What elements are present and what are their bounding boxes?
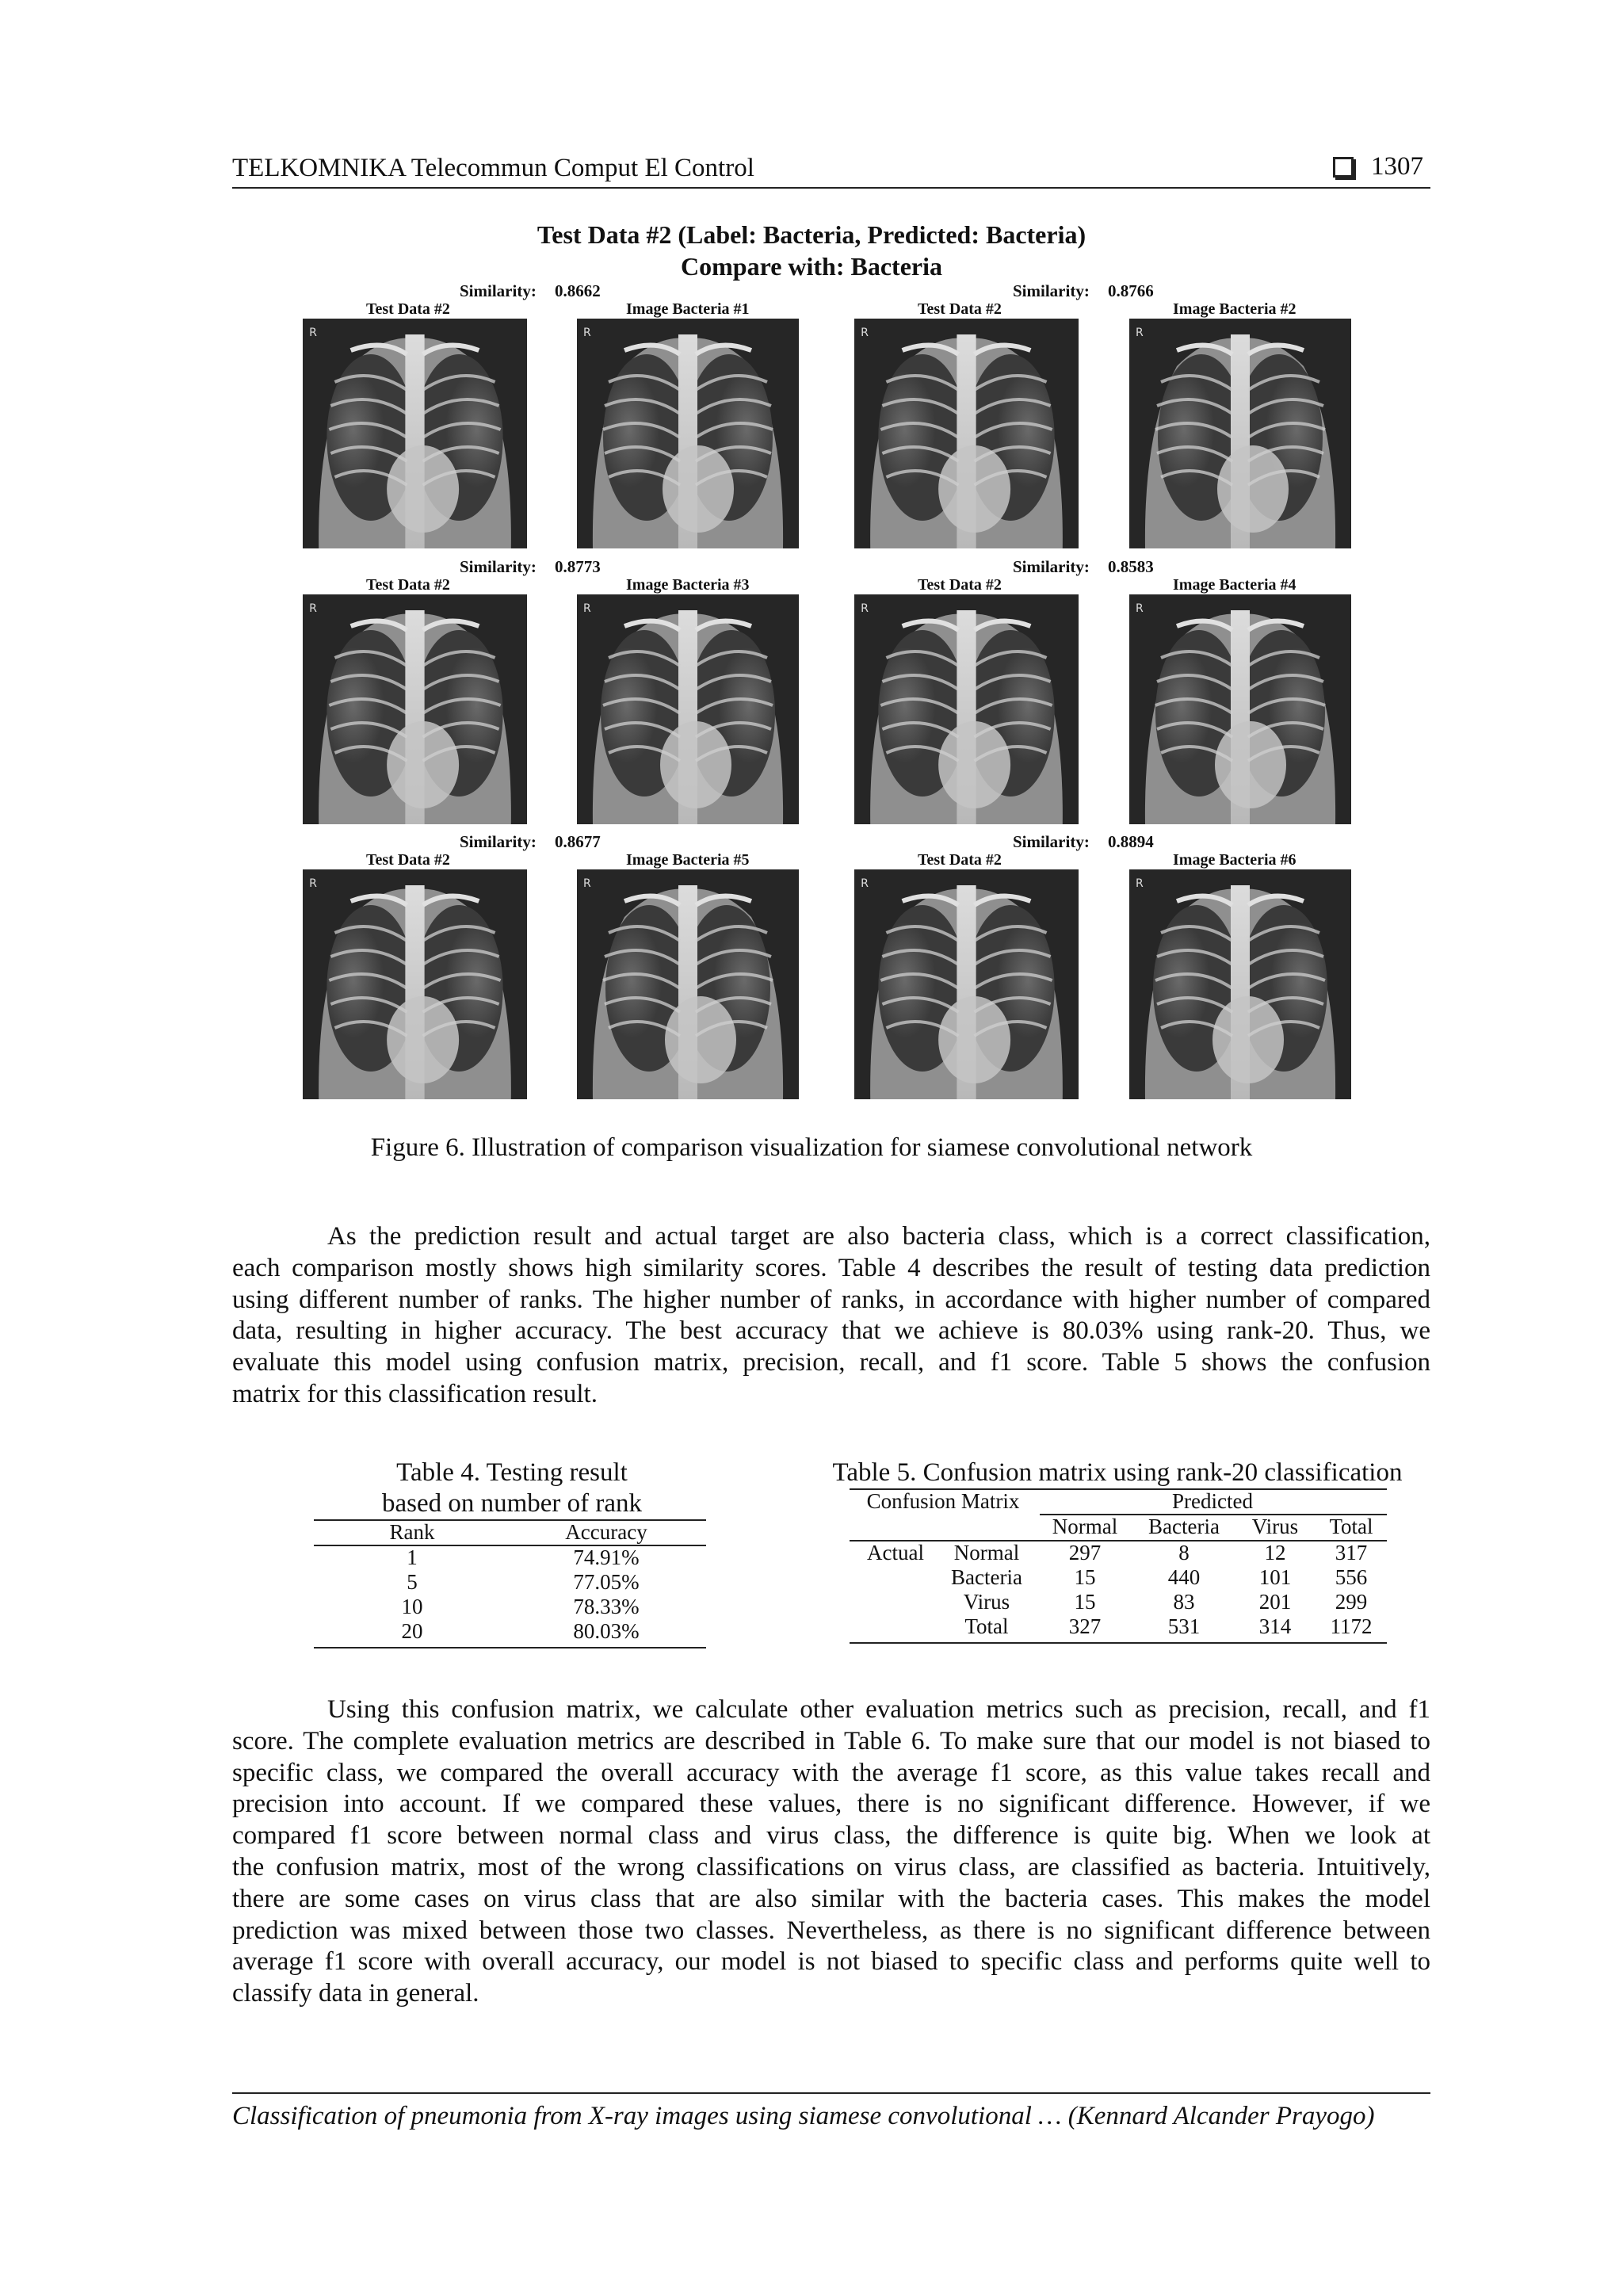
similarity-value: 0.8766 (1108, 281, 1154, 300)
table-cell: 440 (1167, 1565, 1201, 1589)
figure-title-line1: Test Data #2 (Label: Bacteria, Predicted: Bacteria) (537, 220, 1086, 249)
test-image-label: Test Data #2 (366, 576, 450, 594)
bacteria-xray-image (1129, 594, 1351, 824)
paragraph-line: data, resulting in higher accuracy. The best accuracy that we achieve is 80.03% using rank-20. Thus, we (232, 1316, 1430, 1346)
compare-image-label: Image Bacteria #3 (626, 576, 750, 594)
paragraph-line: the confusion matrix, most of the wrong classifications on virus class, are classified as bacteria. Intuitively, (232, 1852, 1430, 1881)
paragraph-line: score. The complete evaluation metrics are described in Table 6. To make sure that our model is not biased to (232, 1726, 1430, 1755)
table-5-corner-label: Confusion Matrix (866, 1489, 1020, 1513)
test-image-label: Test Data #2 (918, 576, 1002, 594)
checkbox-glyph-icon (1333, 157, 1354, 178)
paragraph-line: matrix for this classification result. (232, 1379, 598, 1408)
table-4-caption-line2: based on number of rank (381, 1489, 643, 1518)
svg-text:R: R (309, 327, 317, 339)
table-cell: 80.03% (573, 1619, 640, 1643)
table-cell: 15 (1074, 1590, 1096, 1614)
table-cell: 101 (1258, 1565, 1292, 1589)
test-xray-image (854, 319, 1079, 548)
similarity-value: 0.8894 (1108, 832, 1154, 851)
paragraph-line: As the prediction result and actual target are also bacteria class, which is a correct classification, (327, 1222, 1430, 1251)
table-4-caption-line1: Table 4. Testing result (396, 1458, 628, 1487)
bacteria-xray-image (1129, 319, 1351, 548)
test-image-label: Test Data #2 (918, 300, 1002, 318)
test-image-label: Test Data #2 (366, 300, 450, 318)
similarity-label: Similarity: (460, 557, 537, 576)
svg-text:R: R (309, 602, 317, 615)
svg-text:R: R (583, 327, 591, 339)
table-cell: 201 (1258, 1590, 1292, 1614)
paragraph-line: Using this confusion matrix, we calculate other evaluation metrics such as precision, recall, and f1 (327, 1695, 1430, 1724)
table-4-header-rank: Rank (389, 1520, 435, 1544)
svg-text:R: R (861, 877, 869, 890)
table-cell: 297 (1068, 1541, 1102, 1564)
svg-text:R: R (583, 877, 591, 890)
table-5-col-header: Bacteria (1148, 1515, 1220, 1538)
table-4-header-accuracy: Accuracy (565, 1520, 647, 1544)
test-xray-image (854, 594, 1079, 824)
compare-image-label: Image Bacteria #5 (626, 851, 750, 869)
table-cell: 8 (1178, 1541, 1190, 1564)
bacteria-xray-image (577, 594, 799, 824)
table-cell: 314 (1258, 1614, 1292, 1638)
table-cell: 83 (1173, 1590, 1195, 1614)
compare-image-label: Image Bacteria #2 (1173, 300, 1296, 318)
paragraph-line: each comparison mostly shows high similarity scores. Table 4 describes the result of testing data prediction (232, 1253, 1430, 1282)
table-cell: 1 (407, 1545, 418, 1569)
table-5-row-label: Normal (953, 1541, 1020, 1564)
paragraph-line: classify data in general. (232, 1979, 479, 2008)
similarity-label: Similarity: (460, 281, 537, 300)
table-cell: 1172 (1330, 1614, 1373, 1638)
table-cell: 10 (401, 1595, 423, 1618)
similarity-label: Similarity: (1013, 557, 1090, 576)
table-5-col-header: Total (1329, 1515, 1373, 1538)
table-5-predicted-label: Predicted (1172, 1489, 1253, 1513)
paragraph-1 (232, 1221, 1430, 1411)
table-cell: 15 (1074, 1565, 1096, 1589)
figure-title-line2: Compare with: Bacteria (681, 252, 942, 281)
test-xray-image (303, 319, 527, 548)
similarity-value: 0.8677 (555, 832, 601, 851)
running-header-page (1333, 152, 1423, 181)
table-5-row-label: Virus (963, 1590, 1010, 1614)
svg-text:R: R (309, 877, 317, 890)
svg-text:R: R (583, 602, 591, 615)
running-footer: Classification of pneumonia from X-ray images using siamese convolutional … (Kennard Alcander Prayogo) (232, 2102, 1375, 2130)
table-5-col-header: Virus (1251, 1515, 1299, 1538)
test-xray-image (854, 869, 1079, 1099)
svg-text:R: R (1136, 877, 1144, 890)
table-cell: 77.05% (573, 1570, 640, 1594)
footer-rule (232, 2092, 1430, 2094)
test-image-label: Test Data #2 (918, 851, 1002, 869)
table-cell: 299 (1335, 1590, 1368, 1614)
table-cell: 317 (1335, 1541, 1368, 1564)
table-cell: 20 (401, 1619, 423, 1643)
svg-text:R: R (861, 602, 869, 615)
similarity-label: Similarity: (1013, 281, 1090, 300)
table-cell: 78.33% (573, 1595, 640, 1618)
header-rule (232, 187, 1430, 189)
table-5-caption: Table 5. Confusion matrix using rank-20 classification (832, 1458, 1403, 1487)
table-5-row-label: Total (964, 1614, 1009, 1638)
table-cell: 531 (1167, 1614, 1201, 1638)
paragraph-line: there are some cases on virus class that are also similar with the bacteria cases. This makes the model (232, 1884, 1430, 1913)
page-number: 1307 (1371, 152, 1423, 181)
paragraph-line: average f1 score with overall accuracy, our model is not biased to specific class and performs quite well to (232, 1947, 1430, 1977)
table-5-row-label: Bacteria (951, 1565, 1022, 1589)
paragraph-line: precision into account. If we compared these values, there is no significant difference. However, if we (232, 1790, 1430, 1819)
test-image-label: Test Data #2 (366, 851, 450, 869)
test-xray-image (303, 869, 527, 1099)
similarity-label: Similarity: (1013, 832, 1090, 851)
table-rule (314, 1647, 706, 1648)
table-5-col-header: Normal (1052, 1515, 1118, 1538)
compare-image-label: Image Bacteria #6 (1173, 851, 1296, 869)
figure-caption: Figure 6. Illustration of comparison visualization for siamese convolutional network (370, 1133, 1253, 1162)
bacteria-xray-image (577, 869, 799, 1099)
paragraph-line: compared f1 score between normal class and virus class, the difference is quite big. When we look at (232, 1821, 1430, 1851)
paragraph-line: using different number of ranks. The higher number of ranks, in accordance with higher number of compared (232, 1285, 1430, 1314)
running-header-journal: TELKOMNIKA Telecommun Comput El Control (232, 154, 754, 182)
table-rule (850, 1642, 1387, 1644)
svg-text:R: R (1136, 602, 1144, 615)
table-cell: 556 (1335, 1565, 1368, 1589)
paragraph-line: prediction was mixed between those two classes. Nevertheless, as there is no significant difference between (232, 1916, 1430, 1945)
table-cell: 12 (1264, 1541, 1286, 1564)
compare-image-label: Image Bacteria #1 (626, 300, 750, 318)
test-xray-image (303, 594, 527, 824)
table-cell: 74.91% (573, 1545, 640, 1569)
table-5-actual-label: Actual (867, 1541, 924, 1564)
similarity-label: Similarity: (460, 832, 537, 851)
compare-image-label: Image Bacteria #4 (1173, 576, 1296, 594)
similarity-value: 0.8773 (555, 557, 601, 576)
paragraph-line: evaluate this model using confusion matrix, precision, recall, and f1 score. Table 5 shows the confusion (232, 1348, 1430, 1377)
svg-text:R: R (861, 327, 869, 339)
table-cell: 5 (407, 1570, 418, 1594)
paragraph-2 (232, 1694, 1430, 2010)
table-cell: 327 (1068, 1614, 1102, 1638)
similarity-value: 0.8662 (555, 281, 601, 300)
bacteria-xray-image (1129, 869, 1351, 1099)
figure-title (0, 219, 1623, 282)
bacteria-xray-image (577, 319, 799, 548)
svg-text:R: R (1136, 327, 1144, 339)
similarity-value: 0.8583 (1108, 557, 1154, 576)
paragraph-line: specific class, we compared the overall accuracy with the average f1 score, as this value takes recall and (232, 1758, 1430, 1787)
